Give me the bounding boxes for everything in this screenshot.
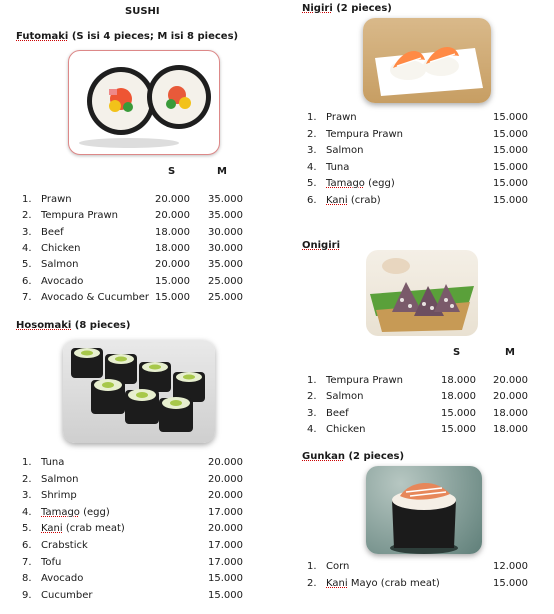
futomaki-roll-left	[87, 67, 155, 135]
hosomaki-item-price-price: 17.000	[208, 556, 243, 568]
futomaki-item-name: Avocado	[41, 275, 84, 287]
hosomaki-item-number: 6.	[22, 540, 32, 551]
hosomaki-item	[0, 571, 270, 587]
futomaki-photo	[68, 50, 220, 155]
nigiri-item-number: 4.	[307, 161, 317, 173]
onigiri-item-price-s: 18.000	[441, 391, 476, 403]
nigiri-item-number: 6.	[307, 195, 317, 206]
futomaki-item-name: Salmon	[41, 259, 79, 271]
futomaki-item	[0, 225, 270, 241]
gunkan-item-number: 1.	[307, 561, 317, 572]
nigiri-heading: Nigiri (2 pieces)	[302, 3, 392, 14]
hosomaki-item-name: Kani (crab meat)	[41, 523, 125, 535]
onigiri-item-name: Beef	[326, 407, 349, 419]
onigiri-col-m: M	[505, 347, 515, 358]
hosomaki-item-name: Salmon	[41, 473, 79, 485]
futomaki-item-number: 4.	[22, 242, 32, 254]
futomaki-item	[0, 274, 270, 290]
hosomaki-photo	[63, 340, 215, 443]
onigiri-item-price-s: 18.000	[441, 375, 476, 386]
hosomaki-item-price-price: 20.000	[208, 457, 243, 468]
futomaki-col-m: M	[217, 166, 227, 177]
futomaki-item-number: 5.	[22, 259, 32, 271]
hosomaki-item-price-price: 20.000	[208, 473, 243, 485]
nigiri-item-number: 3.	[307, 145, 317, 157]
futomaki-item-price-s: 18.000	[155, 242, 190, 254]
futomaki-roll-right	[147, 65, 211, 129]
onigiri-item-price-m: 20.000	[493, 391, 528, 403]
nigiri-item	[290, 143, 544, 159]
futomaki-item	[0, 241, 270, 257]
onigiri-item-name: Salmon	[326, 391, 364, 403]
hosomaki-item-number: 4.	[22, 506, 32, 518]
futomaki-item-number: 1.	[22, 194, 32, 205]
futomaki-item-price-s: 15.000	[155, 275, 190, 287]
futomaki-item-number: 2.	[22, 210, 32, 222]
futomaki-item-name: Beef	[41, 226, 64, 238]
hosomaki-item	[0, 488, 270, 504]
nigiri-item-price-price: 15.000	[493, 195, 528, 206]
hosomaki-item-name: Shrimp	[41, 490, 77, 502]
gunkan-photo	[366, 466, 482, 554]
futomaki-heading: Futomaki (S isi 4 pieces; M isi 8 pieces)	[16, 31, 239, 42]
hosomaki-item-name: Avocado	[41, 573, 84, 585]
futomaki-item-name: Avocado & Cucumber	[41, 291, 150, 303]
futomaki-item	[0, 208, 270, 224]
futomaki-item-number: 7.	[22, 291, 32, 303]
futomaki-item-price-s: 15.000	[155, 291, 190, 303]
onigiri-item-price-m: 18.000	[493, 407, 528, 419]
nigiri-item	[290, 176, 544, 192]
futomaki-item-name: Prawn	[41, 194, 72, 205]
nigiri-photo	[363, 18, 491, 103]
gunkan-item-price-price: 12.000	[493, 561, 528, 572]
onigiri-col-s: S	[453, 347, 461, 358]
nigiri-item-price-price: 15.000	[493, 161, 528, 173]
onigiri-photo	[366, 250, 478, 336]
nigiri-item-name: Tempura Prawn	[326, 128, 404, 140]
hosomaki-heading: Hosomaki (8 pieces)	[16, 320, 131, 331]
nigiri-item-price-price: 15.000	[493, 112, 528, 123]
futomaki-item-price-s: 20.000	[155, 194, 190, 205]
gunkan-item-name: Kani Mayo (crab meat)	[326, 577, 440, 589]
futomaki-item	[0, 192, 270, 208]
hosomaki-item-number: 1.	[22, 457, 32, 468]
nigiri-item-name: Tuna	[326, 161, 350, 173]
hosomaki-item	[0, 505, 270, 521]
nigiri-item-name: Salmon	[326, 145, 364, 157]
hosomaki-item-number: 5.	[22, 523, 32, 535]
onigiri-item	[290, 422, 544, 438]
futomaki-item-price-m: 25.000	[208, 275, 243, 287]
hosomaki-item	[0, 555, 270, 571]
hosomaki-item	[0, 538, 270, 554]
futomaki-item-number: 3.	[22, 226, 32, 238]
onigiri-item	[290, 406, 544, 422]
onigiri-item	[290, 389, 544, 405]
nigiri-item-name: Tamago (egg)	[326, 178, 395, 190]
onigiri-item-price-s: 15.000	[441, 423, 476, 435]
hosomaki-item-name: Crabstick	[41, 540, 88, 551]
futomaki-item-number: 6.	[22, 275, 32, 287]
hosomaki-item-price-price: 20.000	[208, 523, 243, 535]
hosomaki-item-price-price: 15.000	[208, 589, 243, 601]
hosomaki-item-price-price: 15.000	[208, 573, 243, 585]
futomaki-item-price-s: 20.000	[155, 259, 190, 271]
gunkan-item-name: Corn	[326, 561, 350, 572]
hosomaki-item-price-price: 20.000	[208, 490, 243, 502]
nigiri-item	[290, 127, 544, 143]
onigiri-item-price-s: 15.000	[441, 407, 476, 419]
hosomaki-item-name: Tamago (egg)	[41, 506, 110, 518]
gunkan-item	[290, 559, 544, 575]
onigiri-item-name: Tempura Prawn	[326, 375, 404, 386]
hosomaki-item-number: 2.	[22, 473, 32, 485]
nigiri-item	[290, 160, 544, 176]
gunkan-heading: Gunkan (2 pieces)	[302, 451, 405, 462]
futomaki-item-price-m: 35.000	[208, 259, 243, 271]
gunkan-item	[290, 576, 544, 592]
futomaki-item-name: Chicken	[41, 242, 81, 254]
hosomaki-item-price-price: 17.000	[208, 506, 243, 518]
futomaki-item-price-m: 25.000	[208, 291, 243, 303]
futomaki-item-price-s: 18.000	[155, 226, 190, 238]
hosomaki-item-number: 7.	[22, 556, 32, 568]
onigiri-item-number: 1.	[307, 375, 317, 386]
nigiri-item-price-price: 15.000	[493, 178, 528, 190]
page-title: SUSHI	[125, 6, 160, 17]
nigiri-item-name: Kani (crab)	[326, 195, 381, 206]
hosomaki-item-price-price: 17.000	[208, 540, 243, 551]
hosomaki-item-name: Tuna	[41, 457, 65, 468]
hosomaki-item-number: 9.	[22, 589, 32, 601]
onigiri-item-number: 4.	[307, 423, 317, 435]
futomaki-item-price-s: 20.000	[155, 210, 190, 222]
nigiri-item-name: Prawn	[326, 112, 357, 123]
futomaki-item-name: Tempura Prawn	[41, 210, 119, 222]
futomaki-item	[0, 257, 270, 273]
onigiri-item-number: 3.	[307, 407, 317, 419]
hosomaki-item-number: 8.	[22, 573, 32, 585]
nigiri-item	[290, 193, 544, 209]
futomaki-col-s: S	[168, 166, 176, 177]
futomaki-item-price-m: 30.000	[208, 226, 243, 238]
futomaki-item-price-m: 35.000	[208, 194, 243, 205]
onigiri-item-price-m: 20.000	[493, 375, 528, 386]
nigiri-item-price-price: 15.000	[493, 128, 528, 140]
nigiri-item-number: 2.	[307, 128, 317, 140]
futomaki-item	[0, 290, 270, 306]
hosomaki-item-number: 3.	[22, 490, 32, 502]
hosomaki-item	[0, 472, 270, 488]
hosomaki-item-name: Cucumber	[41, 589, 93, 601]
hosomaki-item	[0, 588, 270, 604]
nigiri-item-number: 1.	[307, 112, 317, 123]
nigiri-item	[290, 110, 544, 126]
nigiri-item-price-price: 15.000	[493, 145, 528, 157]
hosomaki-item	[0, 521, 270, 537]
onigiri-item-number: 2.	[307, 391, 317, 403]
futomaki-item-price-m: 30.000	[208, 242, 243, 254]
gunkan-item-number: 2.	[307, 577, 317, 589]
nigiri-item-number: 5.	[307, 178, 317, 190]
hosomaki-item-name: Tofu	[41, 556, 62, 568]
onigiri-item-price-m: 18.000	[493, 423, 528, 435]
gunkan-item-price-price: 15.000	[493, 577, 528, 589]
futomaki-item-price-m: 35.000	[208, 210, 243, 222]
hosomaki-item	[0, 455, 270, 471]
onigiri-item	[290, 373, 544, 389]
onigiri-heading: Onigiri	[302, 240, 340, 251]
onigiri-item-name: Chicken	[326, 423, 366, 435]
